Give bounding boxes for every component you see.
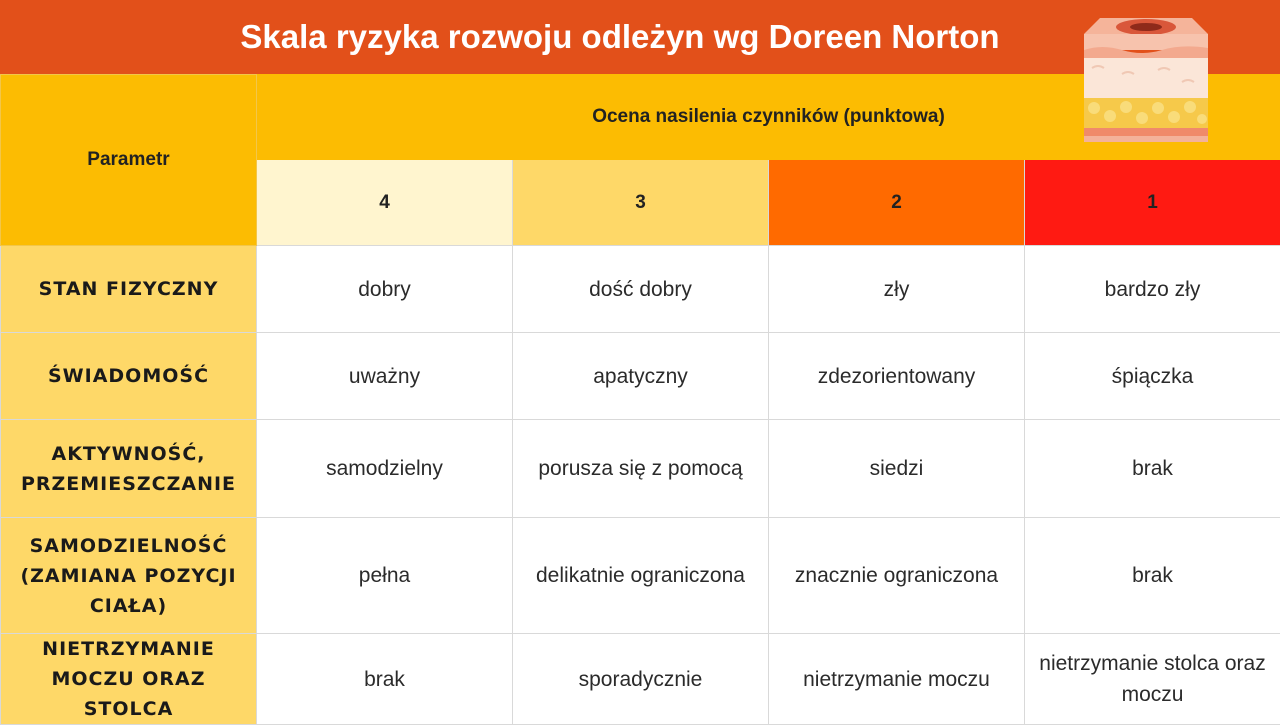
table-cell: śpiączka [1025,333,1280,420]
table-cell: brak [257,634,513,725]
skin-layers-pressure-ulcer-icon [1082,12,1210,146]
parameter-header: Parametr [1,75,257,246]
table-cell: dość dobry [513,246,769,333]
table-row [1,246,1280,333]
table-cell: pełna [257,518,513,634]
table-cell: porusza się z pomocą [513,420,769,518]
table-cell: sporadycznie [513,634,769,725]
table-cell: apatyczny [513,333,769,420]
score-3-header: 3 [513,160,769,246]
table-cell: znacznie ograniczona [769,518,1025,634]
table-cell: zdezorientowany [769,333,1025,420]
table-cell: delikatnie ograniczona [513,518,769,634]
score-1-header: 1 [1025,160,1280,246]
parameter-cell: SAMODZIELNOŚĆ (ZAMIANA POZYCJI CIAŁA) [1,518,257,634]
table-cell: nietrzymanie stolca oraz moczu [1025,634,1280,725]
table-row [1,634,1280,725]
table-cell: brak [1025,420,1280,518]
parameter-cell: ŚWIADOMOŚĆ [1,333,257,420]
assessment-header: Ocena nasilenia czynników (punktowa) [257,75,1280,160]
table-cell: brak [1025,518,1280,634]
parameter-cell: STAN FIZYCZNY [1,246,257,333]
table-cell: siedzi [769,420,1025,518]
table-cell: zły [769,246,1025,333]
parameter-cell: AKTYWNOŚĆ, PRZEMIESZCZANIE [1,420,257,518]
table-row [1,518,1280,634]
table-cell: nietrzymanie moczu [769,634,1025,725]
parameter-cell: NIETRZYMANIE MOCZU ORAZ STOLCA [1,634,257,725]
table-row [1,333,1280,420]
table-row [1,420,1280,518]
table-cell: dobry [257,246,513,333]
score-4-header: 4 [257,160,513,246]
table-cell: bardzo zły [1025,246,1280,333]
norton-scale-table [0,74,1280,725]
score-2-header: 2 [769,160,1025,246]
page-title: Skala ryzyka rozwoju odleżyn wg Doreen Norton [240,18,999,56]
table-cell: uważny [257,333,513,420]
table-cell: samodzielny [257,420,513,518]
